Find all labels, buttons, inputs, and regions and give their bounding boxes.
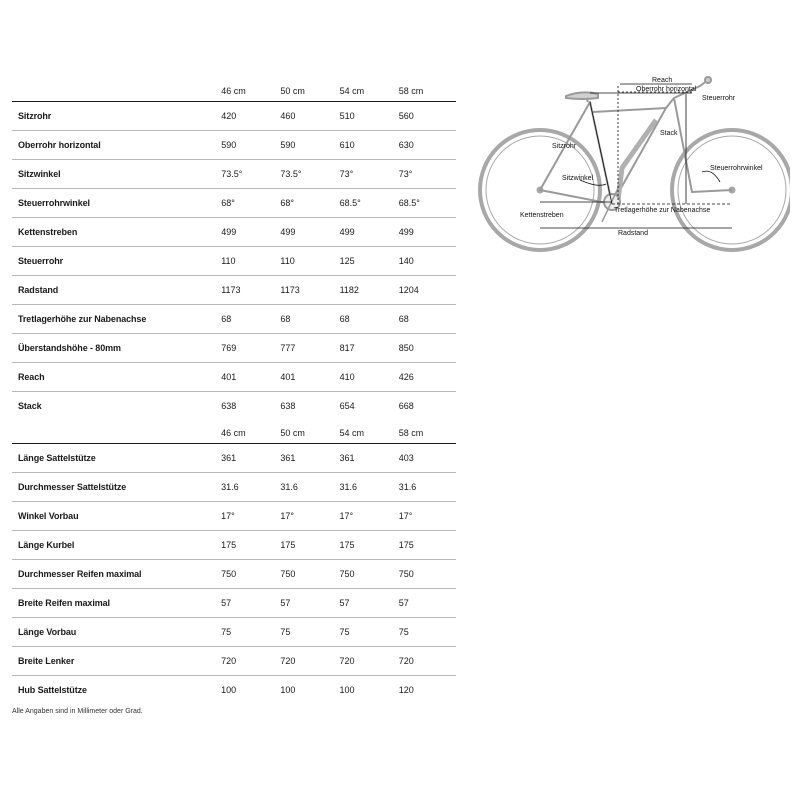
value-cell: 17° [398, 511, 413, 521]
component-row [12, 589, 456, 618]
component-row [12, 531, 456, 560]
value-cell: 361 [280, 453, 296, 463]
row-label: Reach [18, 372, 45, 382]
row-label: Sitzrohr [18, 111, 52, 121]
value-cell: 1173 [221, 285, 241, 295]
value-cell: 175 [339, 540, 355, 550]
value-cell: 630 [398, 140, 414, 150]
value-cell: 361 [221, 453, 237, 463]
component-row [12, 560, 456, 589]
row-label: Durchmesser Sattelstütze [18, 482, 127, 492]
row-label: Winkel Vorbau [18, 511, 79, 521]
geometry-row [12, 334, 456, 363]
label-kettenstreben: Kettenstreben [520, 212, 564, 219]
value-cell: 720 [280, 656, 296, 666]
value-cell: 499 [280, 227, 296, 237]
geometry-row [12, 218, 456, 247]
value-cell: 75 [221, 627, 232, 637]
value-cell: 17° [280, 511, 294, 521]
value-cell: 68 [398, 314, 409, 324]
label-steuerrohr: Steuerrohr [702, 95, 736, 102]
value-cell: 499 [221, 227, 237, 237]
value-cell: 31.6 [398, 482, 417, 492]
value-cell: 125 [339, 256, 355, 266]
value-cell: 817 [339, 343, 355, 353]
value-cell: 100 [339, 685, 355, 695]
size-header: 50 cm [280, 422, 339, 444]
row-label: Sitzwinkel [18, 169, 61, 179]
row-label: Oberrohr horizontal [18, 140, 101, 150]
size-header: 54 cm [340, 422, 399, 444]
size-header: 46 cm [221, 422, 280, 444]
size-header: 58 cm [399, 80, 456, 102]
value-cell: 120 [398, 685, 414, 695]
geometry-table-body [12, 102, 456, 421]
value-cell: 73.5° [221, 169, 243, 179]
value-cell: 17° [221, 511, 235, 521]
geometry-row [12, 160, 456, 189]
value-cell: 426 [398, 372, 414, 382]
row-label: Länge Vorbau [18, 627, 77, 637]
value-cell: 68° [280, 198, 294, 208]
components-table-body [12, 444, 456, 705]
value-cell: 499 [339, 227, 355, 237]
value-cell: 75 [339, 627, 350, 637]
row-label: Hub Sattelstütze [18, 685, 87, 695]
value-cell: 175 [221, 540, 237, 550]
value-cell: 175 [280, 540, 296, 550]
value-cell: 73° [339, 169, 354, 179]
row-label: Durchmesser Reifen maximal [18, 569, 142, 579]
label-tretlager: Tretlagerhöhe zur Nabenachse [614, 207, 711, 214]
value-cell: 720 [339, 656, 355, 666]
value-cell: 1204 [398, 285, 419, 295]
value-cell: 590 [280, 140, 296, 150]
value-cell: 750 [398, 569, 414, 579]
value-cell: 31.6 [339, 482, 358, 492]
geometry-row [12, 392, 456, 421]
label-steuerrohrwinkel: Steuerrohrwinkel [710, 165, 763, 172]
value-cell: 750 [280, 569, 296, 579]
value-cell: 460 [280, 111, 296, 121]
value-cell: 638 [221, 401, 237, 411]
row-label: Tretlagerhöhe zur Nabenachse [18, 314, 147, 324]
label-sitzrohr: Sitzrohr [552, 143, 577, 150]
bike-geometry-diagram [470, 72, 790, 272]
label-sitzwinkel: Sitzwinkel [562, 175, 594, 182]
components-header-row [12, 422, 456, 444]
label-oberrohr: Oberrohr horizontal [636, 86, 697, 93]
geometry-row [12, 189, 456, 218]
value-cell: 68.5° [339, 198, 361, 208]
component-row [12, 473, 456, 502]
component-row [12, 444, 456, 473]
row-label: Überstandshöhe - 80mm [18, 343, 121, 353]
value-cell: 110 [221, 256, 236, 266]
geometry-row [12, 363, 456, 392]
row-label: Länge Sattelstütze [18, 453, 96, 463]
value-cell: 68 [221, 314, 232, 324]
value-cell: 57 [398, 598, 409, 608]
size-header: 58 cm [399, 422, 456, 444]
value-cell: 510 [339, 111, 355, 121]
geometry-row [12, 276, 456, 305]
value-cell: 720 [221, 656, 237, 666]
value-cell: 654 [339, 401, 355, 411]
size-header: 46 cm [221, 80, 280, 102]
geometry-row [12, 247, 456, 276]
value-cell: 750 [221, 569, 237, 579]
value-cell: 638 [280, 401, 296, 411]
component-row [12, 676, 456, 705]
value-cell: 1173 [280, 285, 300, 295]
footnote: Alle Angaben sind in Millimeter oder Grad. [12, 708, 143, 715]
value-cell: 75 [398, 627, 409, 637]
geometry-row [12, 305, 456, 334]
value-cell: 410 [339, 372, 355, 382]
value-cell: 1182 [339, 285, 359, 295]
geometry-row [12, 131, 456, 160]
value-cell: 361 [339, 453, 355, 463]
value-cell: 720 [398, 656, 414, 666]
value-cell: 68 [280, 314, 291, 324]
value-cell: 68 [339, 314, 350, 324]
value-cell: 68° [221, 198, 235, 208]
header-spacer [12, 80, 221, 102]
value-cell: 769 [221, 343, 237, 353]
value-cell: 57 [339, 598, 350, 608]
row-label: Breite Lenker [18, 656, 75, 666]
row-label: Breite Reifen maximal [18, 598, 110, 608]
header-spacer [12, 422, 221, 444]
value-cell: 777 [280, 343, 296, 353]
value-cell: 610 [339, 140, 355, 150]
row-label: Radstand [18, 285, 59, 295]
value-cell: 31.6 [280, 482, 298, 492]
value-cell: 401 [280, 372, 296, 382]
geometry-row [12, 102, 456, 131]
value-cell: 403 [398, 453, 414, 463]
label-radstand: Radstand [618, 230, 648, 237]
value-cell: 73.5° [280, 169, 302, 179]
value-cell: 110 [280, 256, 295, 266]
size-header: 50 cm [280, 80, 339, 102]
components-table [12, 422, 456, 704]
row-label: Steuerrohrwinkel [18, 198, 90, 208]
value-cell: 75 [280, 627, 291, 637]
geometry-table [12, 80, 456, 420]
size-header: 54 cm [340, 80, 399, 102]
value-cell: 668 [398, 401, 414, 411]
value-cell: 100 [221, 685, 237, 695]
value-cell: 560 [398, 111, 414, 121]
row-label: Stack [18, 401, 42, 411]
component-row [12, 647, 456, 676]
row-label: Länge Kurbel [18, 540, 75, 550]
value-cell: 590 [221, 140, 237, 150]
value-cell: 31.6 [221, 482, 239, 492]
geometry-header-row [12, 80, 456, 102]
value-cell: 401 [221, 372, 237, 382]
label-reach: Reach [652, 77, 673, 84]
label-stack: Stack [660, 130, 678, 137]
value-cell: 57 [221, 598, 232, 608]
value-cell: 17° [339, 511, 354, 521]
value-cell: 420 [221, 111, 237, 121]
value-cell: 68.5° [398, 198, 420, 208]
row-label: Kettenstreben [18, 227, 78, 237]
value-cell: 140 [398, 256, 414, 266]
component-row [12, 502, 456, 531]
component-row [12, 618, 456, 647]
value-cell: 57 [280, 598, 291, 608]
value-cell: 73° [398, 169, 413, 179]
value-cell: 750 [339, 569, 355, 579]
value-cell: 850 [398, 343, 414, 353]
value-cell: 100 [280, 685, 296, 695]
row-label: Steuerrohr [18, 256, 64, 266]
value-cell: 499 [398, 227, 414, 237]
value-cell: 175 [398, 540, 414, 550]
